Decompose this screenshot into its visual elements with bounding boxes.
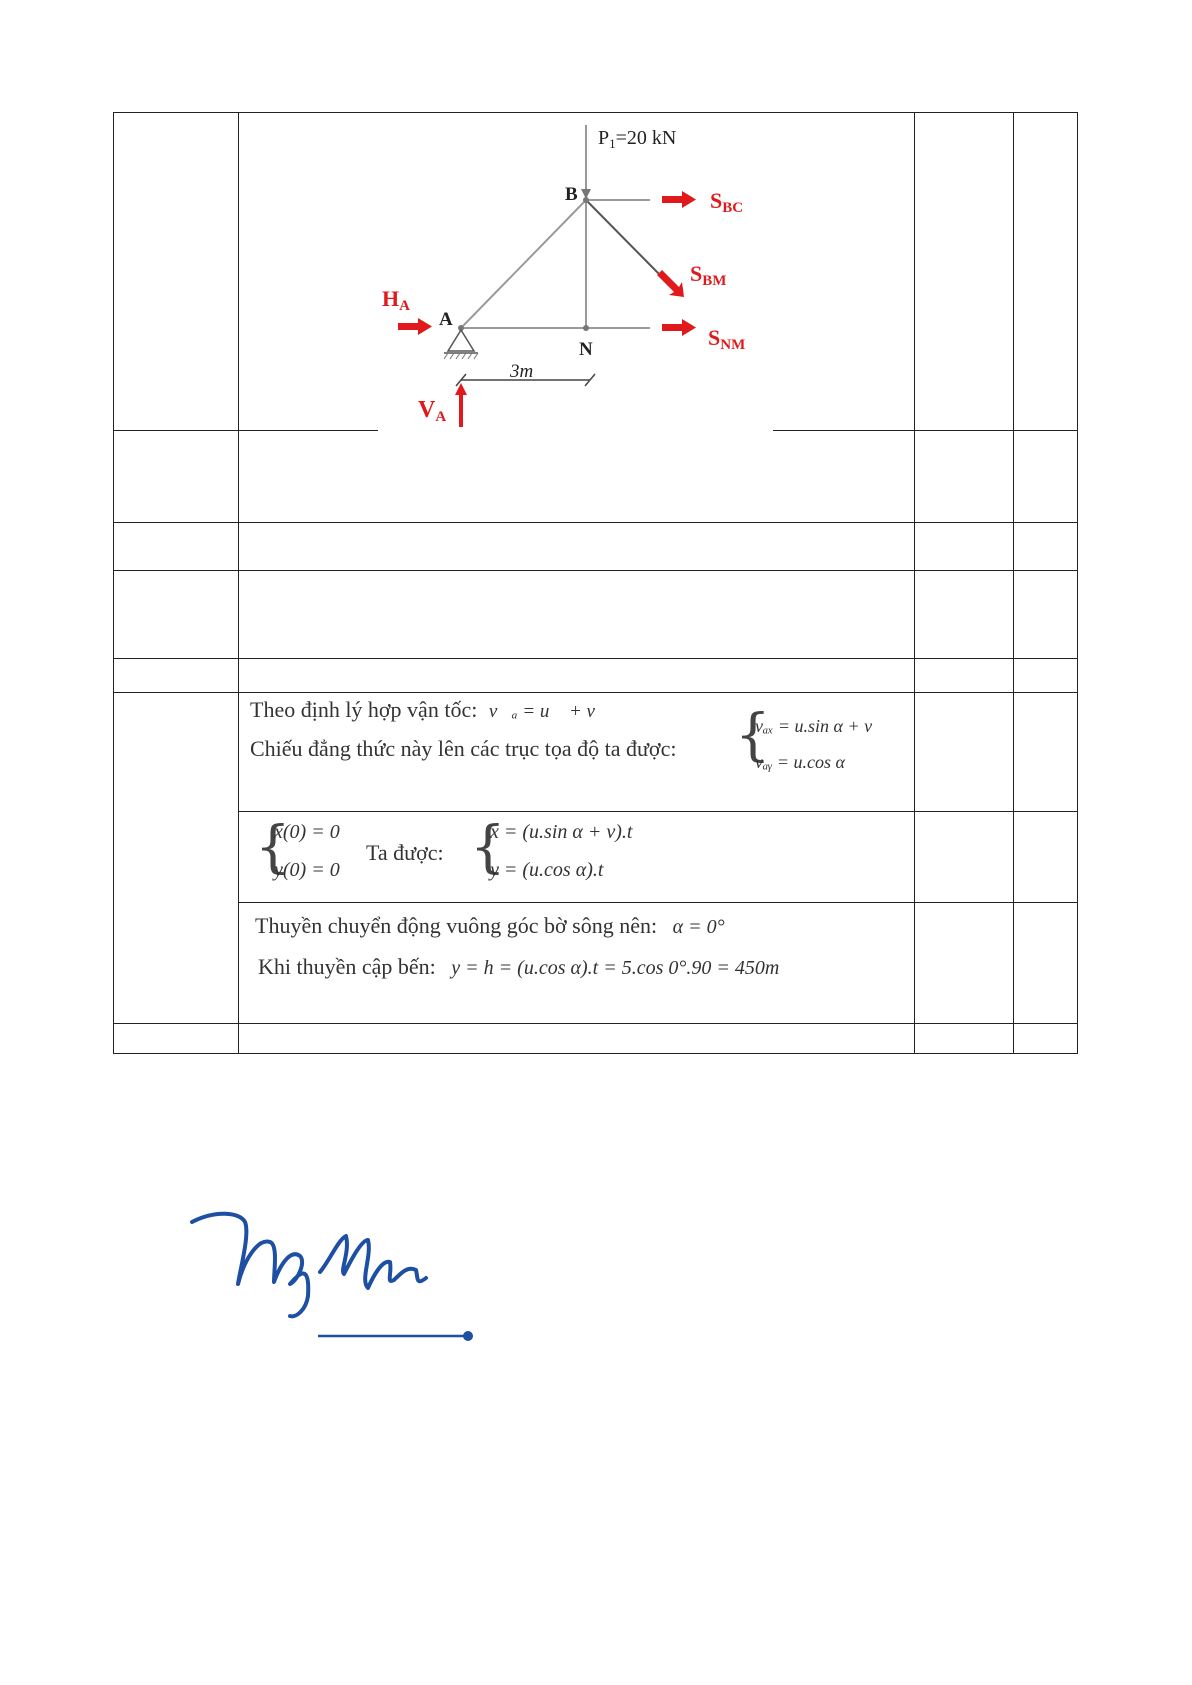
section2-result-y: y = (u.cos α).t <box>490 859 604 881</box>
section3-line2-formula: y = h = (u.cos α).t = 5.cos 0°.90 = 450m <box>451 957 780 979</box>
table-border-right <box>1077 112 1078 1054</box>
section1-line2: Chiếu đẳng thức này lên các trục tọa độ ta được: <box>250 736 677 761</box>
row-divider <box>113 570 1078 571</box>
table-border-bottom <box>113 1053 1078 1054</box>
row-divider <box>113 658 1078 659</box>
load-label: $P_1=20$ kN <box>598 127 677 151</box>
node-n <box>583 325 589 331</box>
table-border-left <box>113 112 114 1054</box>
section1-brace: { <box>735 703 771 768</box>
section2-init-y: y(0) = 0 <box>274 859 340 881</box>
column-divider <box>1013 112 1014 1054</box>
signature-dot <box>463 1331 473 1341</box>
row-divider <box>113 430 378 431</box>
force-sbc-head <box>682 191 696 208</box>
section2-brace-left: { <box>255 815 291 880</box>
section1-system-eq1: vₐₓ = u.sin α + v <box>755 716 873 736</box>
node-b-label: B <box>565 184 578 205</box>
support-hatch <box>444 353 478 359</box>
section1-line1-formula: v⃗ₐ = u⃗ + v⃗ <box>488 701 610 722</box>
row-divider <box>238 811 1078 812</box>
column-divider <box>238 112 239 1054</box>
section3-line2-text: Khi thuyền cập bến: <box>258 954 436 979</box>
section1-line1-text: Theo định lý hợp vận tốc: <box>250 697 478 722</box>
section2-result-x: x = (u.sin α + v).t <box>490 821 633 843</box>
section3-line2 <box>258 954 779 980</box>
member-ab <box>461 200 586 328</box>
row-divider <box>773 430 1078 431</box>
node-a-label: A <box>439 309 453 330</box>
section1-line1 <box>250 697 610 723</box>
force-snm-head <box>682 319 696 336</box>
force-sbc-arrow <box>662 196 684 203</box>
node-n-label: N <box>579 339 593 360</box>
force-snm-arrow <box>662 324 684 331</box>
section3-line1-text: Thuyền chuyển động vuông góc bờ sông nên: <box>255 913 658 938</box>
force-va-label: VA <box>418 397 447 425</box>
section2-init-x: x(0) = 0 <box>274 821 340 843</box>
dimension-label: 3m <box>510 361 534 382</box>
member-bm <box>586 200 660 275</box>
force-sbc-label: SBC <box>710 188 744 216</box>
section2-mid-text: Ta được: <box>366 840 444 865</box>
row-divider <box>113 692 1078 693</box>
column-divider <box>914 112 915 1054</box>
signature <box>180 1200 500 1350</box>
force-sbm-label: SBM <box>690 261 727 289</box>
force-sbm-arrow <box>657 270 684 297</box>
pin-support <box>448 330 474 351</box>
row-divider <box>113 522 1078 523</box>
node-b <box>583 197 589 203</box>
section1-system-eq2: vₐᵧ = u.cos α <box>755 752 845 772</box>
truss-diagram <box>360 115 780 435</box>
force-snm-label: SNM <box>708 325 746 353</box>
section3-line1-formula: α = 0° <box>672 916 725 938</box>
force-ha-arrow <box>398 323 420 330</box>
row-divider <box>238 902 1078 903</box>
table-border-top <box>113 112 1078 113</box>
force-ha-label: HA <box>382 286 410 314</box>
section3-line1 <box>255 913 725 939</box>
section2-brace-right: { <box>470 815 506 880</box>
force-va-arrow <box>459 393 463 427</box>
row-divider <box>113 1023 1078 1024</box>
force-ha-head <box>418 318 432 335</box>
